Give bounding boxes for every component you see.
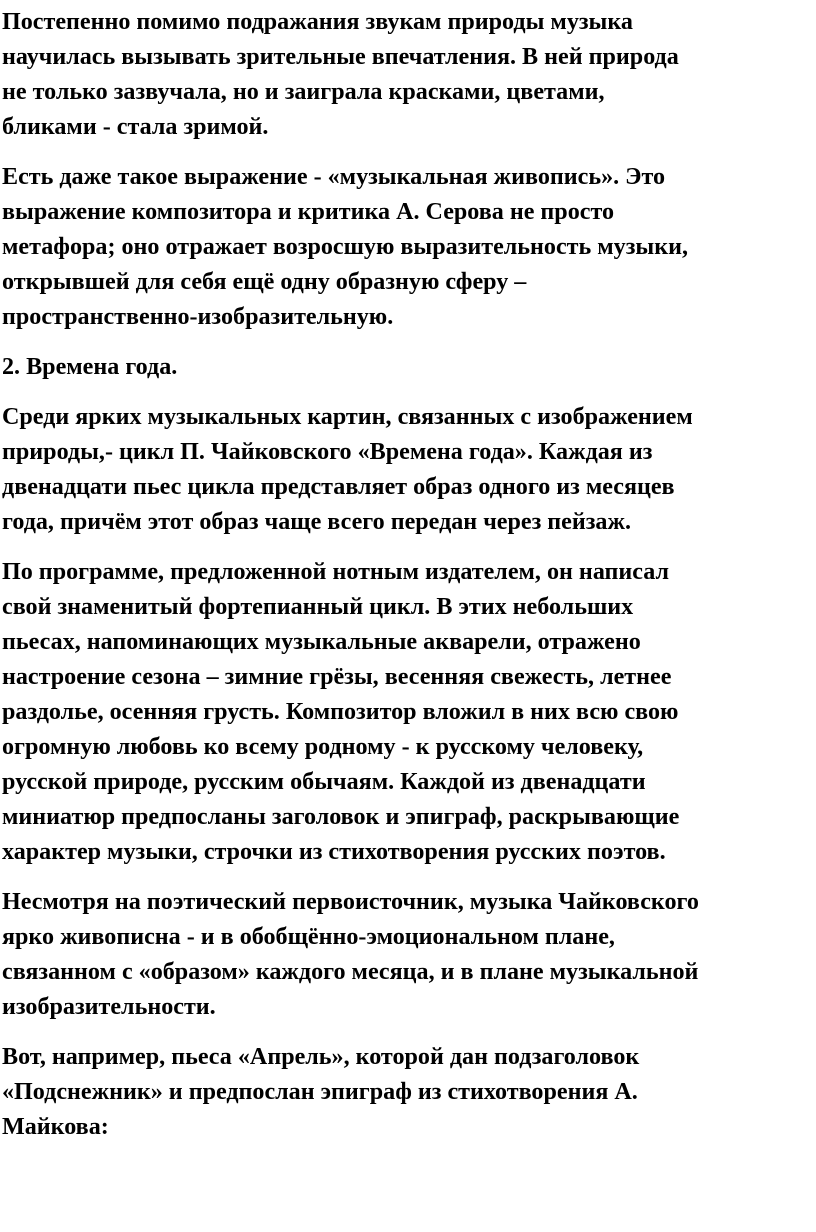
text-line: По программе, предложенной нотным издателем, он написал: [2, 559, 670, 585]
text-line: Есть даже такое выражение - «музыкальная живопись». Это: [2, 164, 666, 190]
text-line: русской природе, русским обычаям. Каждой из двенадцати: [2, 769, 646, 795]
section-heading: [2, 350, 812, 385]
text-line: выражение композитора и критика А. Серова не просто: [2, 199, 615, 225]
text-line: Постепенно помимо подражания звукам природы музыка: [2, 9, 633, 35]
paragraph-april: [2, 1040, 812, 1145]
text-line: изобразительности.: [2, 994, 216, 1020]
text-line: ярко живописна - и в обобщённо-эмоциональном плане,: [2, 924, 615, 950]
text-line: свой знаменитый фортепианный цикл. В этих небольших: [2, 594, 634, 620]
text-line: «Подснежник» и предпослан эпиграф из стихотворения А.: [2, 1079, 638, 1105]
text-line: не только зазвучала, но и заиграла красками, цветами,: [2, 79, 605, 105]
paragraph-seasons-cycle: [2, 400, 812, 540]
text-line: Майкова:: [2, 1114, 109, 1140]
text-line: двенадцати пьес цикла представляет образ одного из месяцев: [2, 474, 675, 500]
heading-line: 2. Времена года.: [2, 354, 178, 380]
text-line: миниатюр предпосланы заголовок и эпиграф, раскрывающие: [2, 804, 680, 830]
text-line: огромную любовь ко всему родному - к русскому человеку,: [2, 734, 644, 760]
paragraph-intro: [2, 5, 812, 145]
text-line: раздолье, осенняя грусть. Композитор вложил в них всю свою: [2, 699, 679, 725]
text-line: пространственно-изобразительную.: [2, 304, 394, 330]
paragraph-poetic-source: [2, 885, 812, 1025]
text-line: природы,- цикл П. Чайковского «Времена года». Каждая из: [2, 439, 653, 465]
text-line: года, причём этот образ чаще всего передан через пейзаж.: [2, 509, 631, 535]
text-line: характер музыки, строчки из стихотворения русских поэтов.: [2, 839, 666, 865]
text-line: связанном с «образом» каждого месяца, и в плане музыкальной: [2, 959, 699, 985]
text-line: настроение сезона – зимние грёзы, весенняя свежесть, летнее: [2, 664, 672, 690]
text-line: Вот, например, пьеса «Апрель», которой дан подзаголовок: [2, 1044, 640, 1070]
text-line: метафора; оно отражает возросшую выразительность музыки,: [2, 234, 688, 260]
text-line: Среди ярких музыкальных картин, связанных с изображением: [2, 404, 693, 430]
text-line: бликами - стала зримой.: [2, 114, 269, 140]
document-body: [2, 5, 812, 1160]
text-line: Несмотря на поэтический первоисточник, музыка Чайковского: [2, 889, 699, 915]
text-line: открывшей для себя ещё одну образную сферу –: [2, 269, 527, 295]
paragraph-musical-painting: [2, 160, 812, 335]
text-line: научилась вызывать зрительные впечатления. В ней природа: [2, 44, 679, 70]
text-line: пьесах, напоминающих музыкальные акварели, отражено: [2, 629, 641, 655]
paragraph-program: [2, 555, 812, 870]
